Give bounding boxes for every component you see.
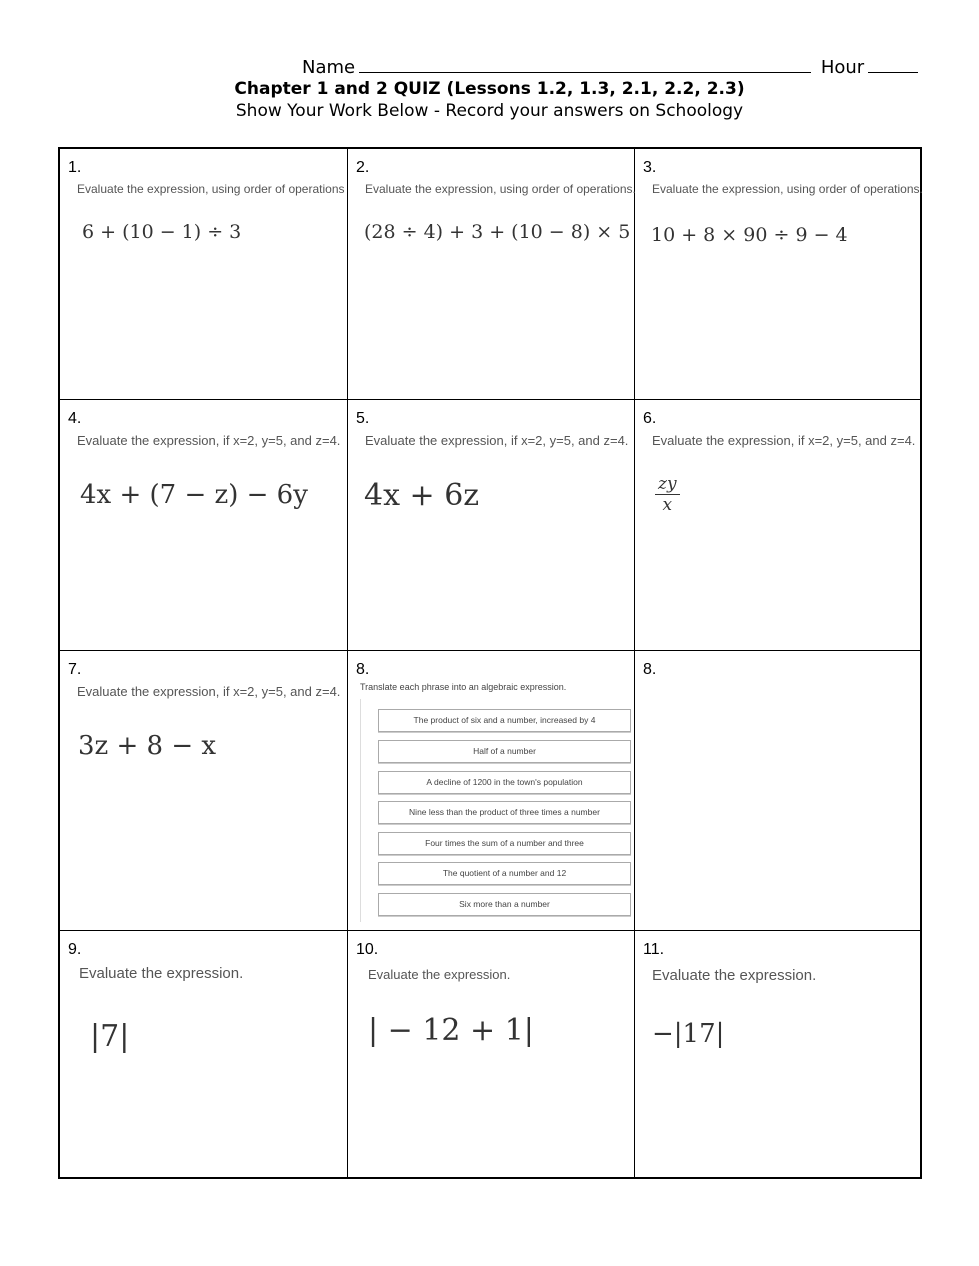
problem-number: 5. [356, 410, 370, 427]
name-hour-line [302, 57, 922, 78]
phrase-list [360, 699, 631, 922]
problem-instruction: Evaluate the expression, if x=2, y=5, and z=4. [77, 684, 341, 699]
problem-instruction: Translate each phrase into an algebraic expression. [360, 682, 567, 692]
problem-expression: 6 + (10 − 1) ÷ 3 [82, 221, 242, 243]
problem-3 [635, 149, 922, 400]
problem-instruction: Evaluate the expression, if x=2, y=5, and z=4. [77, 433, 341, 448]
hour-blank [868, 57, 918, 73]
hour-label: Hour [820, 57, 865, 78]
phrase-item: A decline of 1200 in the town's population [378, 771, 631, 794]
problem-9 [60, 931, 348, 1177]
problem-instruction: Evaluate the expression, if x=2, y=5, and z=4. [365, 433, 629, 448]
problem-instruction: Evaluate the expression, using order of operations. [365, 182, 636, 196]
phrase-item: Six more than a number [378, 893, 631, 916]
problem-5 [348, 400, 635, 651]
fraction-expression [655, 474, 680, 515]
problem-expression: −|17| [652, 1019, 725, 1049]
problem-number: 8. [356, 661, 370, 678]
problem-instruction: Evaluate the expression. [79, 965, 244, 982]
phrase-item: Half of a number [378, 740, 631, 763]
problem-number: 11. [643, 941, 665, 958]
phrase-item: The quotient of a number and 12 [378, 862, 631, 885]
name-label: Name [302, 57, 356, 78]
problem-number: 10. [356, 941, 379, 958]
problem-instruction: Evaluate the expression. [368, 967, 511, 982]
problem-number: 1. [68, 159, 82, 176]
phrase-item: The product of six and a number, increased by 4 [378, 709, 631, 732]
problem-4 [60, 400, 348, 651]
problem-expression: 10 + 8 × 90 ÷ 9 − 4 [651, 224, 848, 246]
phrase-item: Four times the sum of a number and three [378, 832, 631, 855]
problem-instruction: Evaluate the expression, using order of operations [77, 182, 345, 196]
problem-expression: 4x + 6z [364, 478, 480, 513]
problem-expression: |7| [90, 1019, 130, 1054]
problem-7 [60, 651, 348, 931]
problem-number: 2. [356, 159, 370, 176]
problem-instruction: Evaluate the expression. [652, 967, 817, 984]
problem-number: 6. [643, 410, 657, 427]
problem-expression: 4x + (7 − z) − 6y [80, 480, 308, 510]
problem-expression: 3z + 8 − x [78, 731, 217, 761]
problem-expression: (28 ÷ 4) + 3 + (10 − 8) × 5 [364, 221, 631, 243]
problem-11 [635, 931, 922, 1177]
problem-2 [348, 149, 635, 400]
problem-number: 8. [643, 661, 657, 678]
problem-number: 3. [643, 159, 657, 176]
problem-instruction: Evaluate the expression, if x=2, y=5, and z=4. [652, 433, 916, 448]
problem-number: 7. [68, 661, 82, 678]
fraction-denominator: x [662, 495, 673, 515]
problem-expression: | − 12 + 1| [368, 1013, 534, 1048]
problem-number: 9. [68, 941, 82, 958]
problem-10 [348, 931, 635, 1177]
quiz-title: Chapter 1 and 2 QUIZ (Lessons 1.2, 1.3, 2.1, 2.2, 2.3) [234, 79, 745, 99]
problem-1 [60, 149, 348, 400]
problem-number: 4. [68, 410, 82, 427]
quiz-subtitle: Show Your Work Below - Record your answers on Schoology [235, 101, 744, 121]
problem-instruction: Evaluate the expression, using order of operations. [652, 182, 923, 196]
name-blank [359, 57, 811, 73]
fraction-numerator: zy [655, 474, 680, 495]
problem-grid [58, 147, 922, 1179]
problem-8-work [635, 651, 922, 931]
problem-8-phrases [348, 651, 635, 931]
phrase-item: Nine less than the product of three times a number [378, 801, 631, 824]
problem-6 [635, 400, 922, 651]
